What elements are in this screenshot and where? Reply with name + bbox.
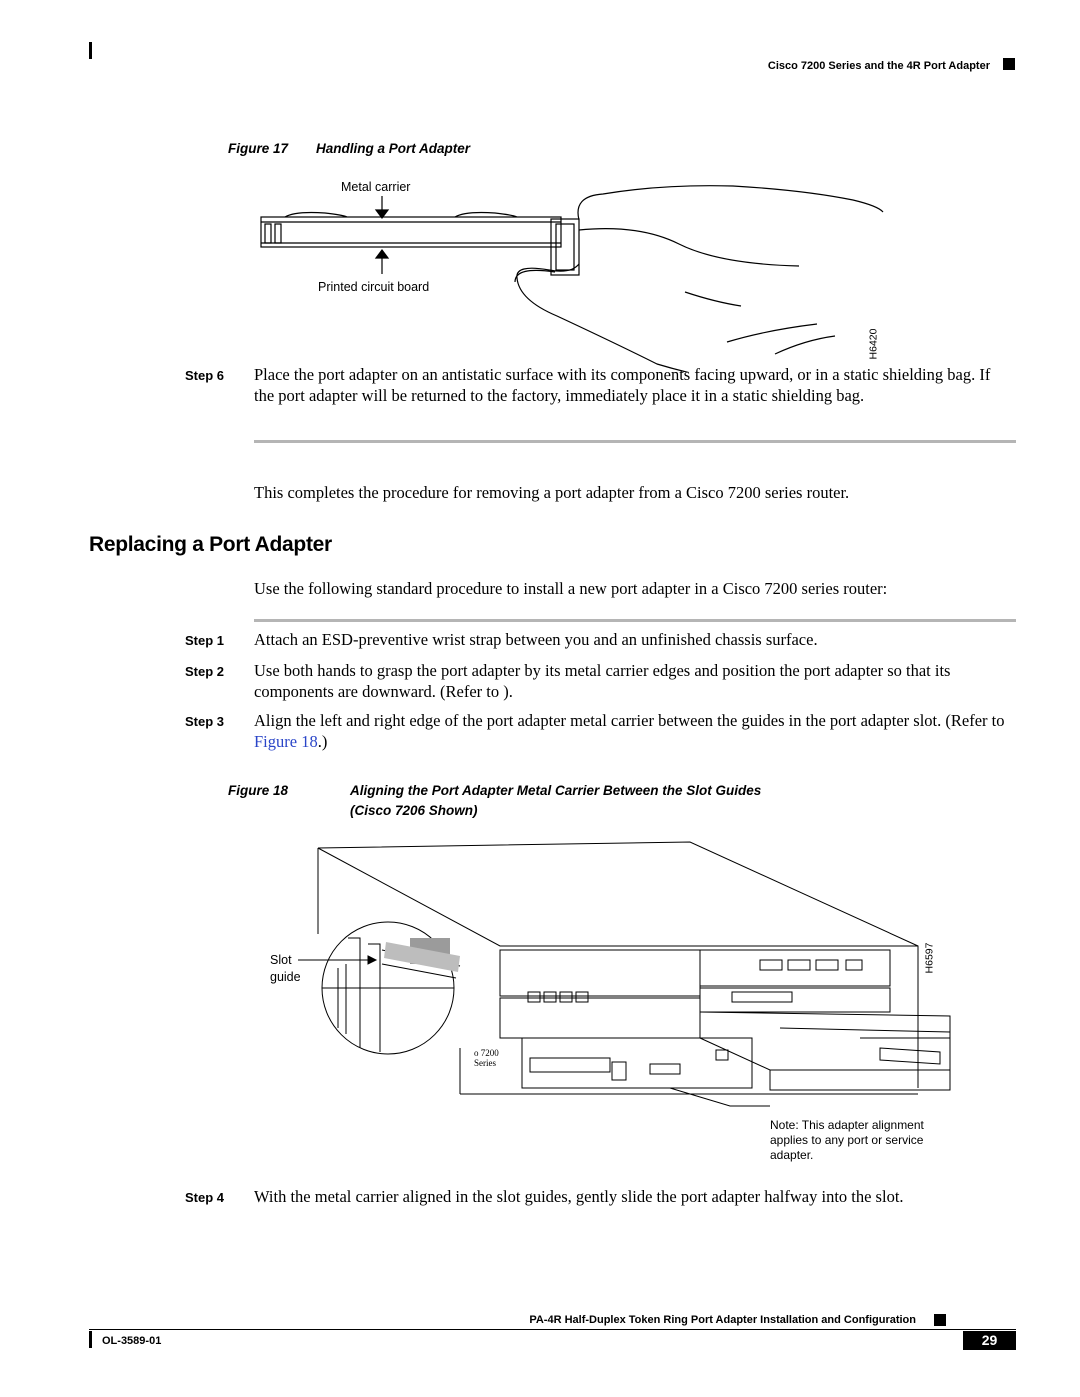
figure17-title: Handling a Port Adapter xyxy=(316,141,471,156)
figure18-art-id: H6597 xyxy=(923,942,936,974)
step-end-rule xyxy=(254,440,1016,443)
footer-doc-title-rest: Half-Duplex Token Ring Port Adapter Installation and Configuration xyxy=(561,1314,916,1326)
figure18-caption xyxy=(228,783,288,798)
footer-doc-title xyxy=(470,1314,916,1326)
section-intro: Use the following standard procedure to install a new port adapter in a Cisco 7200 series router: xyxy=(254,579,888,598)
step1-text: Attach an ESD-preventive wrist strap between you and an unfinished chassis surface. xyxy=(254,630,818,649)
figure17-number: Figure 17 xyxy=(228,141,289,156)
label-metal-carrier: Metal carrier xyxy=(341,180,411,194)
step4-text: With the metal carrier aligned in the slot guides, gently slide the port adapter halfway into the slot. xyxy=(254,1187,904,1206)
svg-text:o 7200: o 7200 xyxy=(474,1048,499,1058)
step3-text xyxy=(254,710,1014,752)
header-left-tick xyxy=(89,42,92,59)
step1-label: Step 1 xyxy=(185,633,225,648)
step6-text: Place the port adapter on an antistatic surface with its components facing upward, or in a static shielding bag. If the port adapter will be returned to the factory, immediately place it in a static shielding bag. xyxy=(254,365,991,405)
figure17-art-id: H6420 xyxy=(867,328,880,360)
figure18-title-line1: Aligning the Port Adapter Metal Carrier Between the Slot Guides xyxy=(350,783,762,798)
procedure-start-rule xyxy=(254,619,1016,622)
footer-square xyxy=(934,1314,946,1326)
step2-text: Use both hands to grasp the port adapter by its metal carrier edges and position the port adapter so that its components are downward. (Refer to ). xyxy=(254,661,951,701)
section-heading: Replacing a Port Adapter xyxy=(89,533,332,556)
footer-doc-number: OL-3589-01 xyxy=(102,1335,162,1347)
figure18-number: Figure 18 xyxy=(228,783,289,798)
note-line1: Note: This adapter alignment xyxy=(770,1118,924,1132)
footer-doc-title-bold: PA-4R xyxy=(529,1314,562,1326)
figure17-illustration xyxy=(255,172,895,372)
figure18-illustration xyxy=(260,838,960,1108)
label-slot: Slot xyxy=(270,953,292,967)
note-line2: applies to any port or service xyxy=(770,1133,924,1147)
step6-label: Step 6 xyxy=(185,368,225,383)
step3-text-before: Align the left and right edge of the port adapter metal carrier between the guides in the port adapter slot. (Refer to xyxy=(254,711,1005,730)
page-number: 29 xyxy=(981,1332,998,1348)
step3-text-after: .) xyxy=(317,732,328,751)
note-line3: adapter. xyxy=(770,1148,814,1162)
step4-label: Step 4 xyxy=(185,1190,225,1205)
figure18-link[interactable]: Figure 18 xyxy=(254,732,318,751)
header-square xyxy=(1003,58,1015,70)
footer-left-tick xyxy=(89,1331,92,1348)
step3-label: Step 3 xyxy=(185,714,225,729)
footer-rule xyxy=(89,1329,1016,1330)
running-header: Cisco 7200 Series and the 4R Port Adapter xyxy=(767,60,990,72)
figure18-title-line2: (Cisco 7206 Shown) xyxy=(350,803,478,818)
completion-text: This completes the procedure for removing a port adapter from a Cisco 7200 series router. xyxy=(254,483,850,502)
label-guide: guide xyxy=(270,970,301,984)
svg-text:Series: Series xyxy=(474,1058,496,1068)
step2-label: Step 2 xyxy=(185,664,225,679)
figure18-note xyxy=(770,1118,924,1163)
figure17-caption xyxy=(228,141,470,156)
label-printed-circuit-board: Printed circuit board xyxy=(318,280,430,294)
